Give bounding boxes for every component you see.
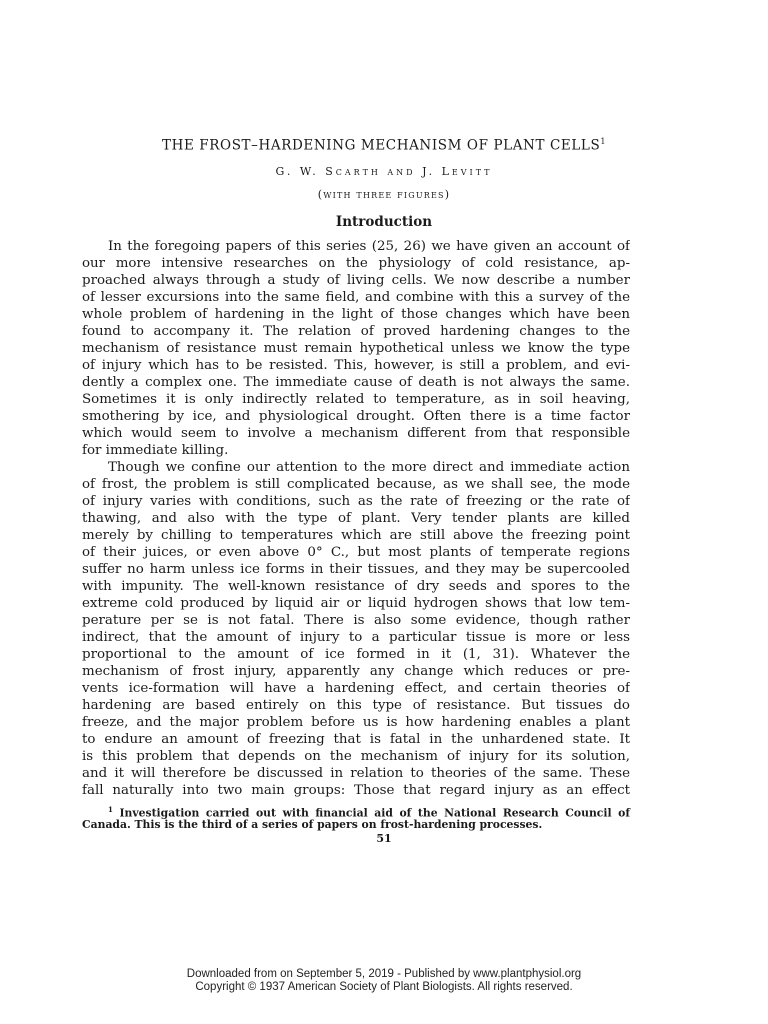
download-line-1: Downloaded from on September 5, 2019 - Published by www.plantphysiol.org xyxy=(186,968,582,980)
footnote-line-1-text: Investigation carried out with financial aid of the National Research Council of xyxy=(119,806,630,820)
body-line: proached always through a study of living cells. We now describe a number xyxy=(82,273,630,288)
body-line: Though we confine our attention to the more direct and immediate action xyxy=(108,460,630,475)
body-line: smothering by ice, and physiological drought. Often there is a time factor xyxy=(82,409,630,424)
body-line: of their juices, or even above 0° C., but most plants of temperate regions xyxy=(82,545,630,560)
body-line: extreme cold produced by liquid air or liquid hydrogen shows that low tem- xyxy=(82,596,630,611)
body-line: which would seem to involve a mechanism different from that responsible xyxy=(82,426,630,441)
page-number: 51 xyxy=(376,832,392,845)
body-line: our more intensive researches on the physiology of cold resistance, ap- xyxy=(82,256,630,271)
body-line: for immediate killing. xyxy=(82,443,229,458)
figures-note: (with three figures) xyxy=(317,188,451,201)
body-line: hardening are based entirely on this type of resistance. But tissues do xyxy=(82,698,630,713)
download-notice xyxy=(0,968,768,994)
body-line: to endure an amount of freezing that is fatal in the unhardened state. It xyxy=(82,732,630,747)
body-line: In the foregoing papers of this series (25, 26) we have given an account of xyxy=(108,239,630,254)
body-line: with impunity. The well-known resistance of dry seeds and spores to the xyxy=(82,579,630,594)
download-line-2: Copyright © 1937 American Society of Plant Biologists. All rights reserved. xyxy=(195,981,573,993)
body-line: fall naturally into two main groups: Those that regard injury as an effect xyxy=(82,783,630,798)
body-line: of frost, the problem is still complicated because, as we shall see, the mode xyxy=(82,477,630,492)
body-line: thawing, and also with the type of plant. Very tender plants are killed xyxy=(82,511,630,526)
body-line: is this problem that depends on the mechanism of injury for its solution, xyxy=(82,749,630,764)
title-footnote-mark: 1 xyxy=(600,137,607,146)
body-line: mechanism of frost injury, apparently any change which reduces or pre- xyxy=(82,664,630,679)
body-line: freeze, and the major problem before us is how hardening enables a plant xyxy=(82,715,630,730)
body-line: perature per se is not fatal. There is also some evidence, though rather xyxy=(82,613,630,628)
section-heading: Introduction xyxy=(335,214,433,230)
body-line: indirect, that the amount of injury to a particular tissue is more or less xyxy=(82,630,630,645)
footnote-line-2: Canada. This is the third of a series of papers on frost-hardening processes. xyxy=(82,818,543,831)
body-line: proportional to the amount of ice formed in it (1, 31). Whatever the xyxy=(82,647,630,662)
footnote-mark: 1 xyxy=(108,805,113,814)
body-line: of lesser excursions into the same field, and combine with this a survey of the xyxy=(82,290,630,305)
body-line: of injury which has to be resisted. This, however, is still a problem, and evi- xyxy=(82,358,630,373)
body-line: vents ice-formation will have a hardening effect, and certain theories of xyxy=(82,681,630,696)
body-text xyxy=(82,238,630,799)
article-title-text: THE FROST–HARDENING MECHANISM OF PLANT CELLS xyxy=(161,137,601,154)
article-title xyxy=(0,137,768,154)
body-line: found to accompany it. The relation of proved hardening changes to the xyxy=(82,324,630,339)
body-line: dently a complex one. The immediate cause of death is not always the same. xyxy=(82,375,630,390)
body-line: whole problem of hardening in the light of those changes which have been xyxy=(82,307,630,322)
body-line: merely by chilling to temperatures which are still above the freezing point xyxy=(82,528,630,543)
body-line: suffer no harm unless ice forms in their tissues, and they may be supercooled xyxy=(82,562,630,577)
body-line: mechanism of resistance must remain hypothetical unless we know the type xyxy=(82,341,630,356)
article-authors: G. W. Scarth and J. Levitt xyxy=(275,165,493,178)
body-line: Sometimes it is only indirectly related to temperature, as in soil heaving, xyxy=(82,392,630,407)
body-line: and it will therefore be discussed in relation to theories of the same. These xyxy=(82,766,630,781)
footnote-line-1 xyxy=(82,802,630,820)
footnote xyxy=(82,802,630,832)
body-line: of injury varies with conditions, such as the rate of freezing or the rate of xyxy=(82,494,630,509)
